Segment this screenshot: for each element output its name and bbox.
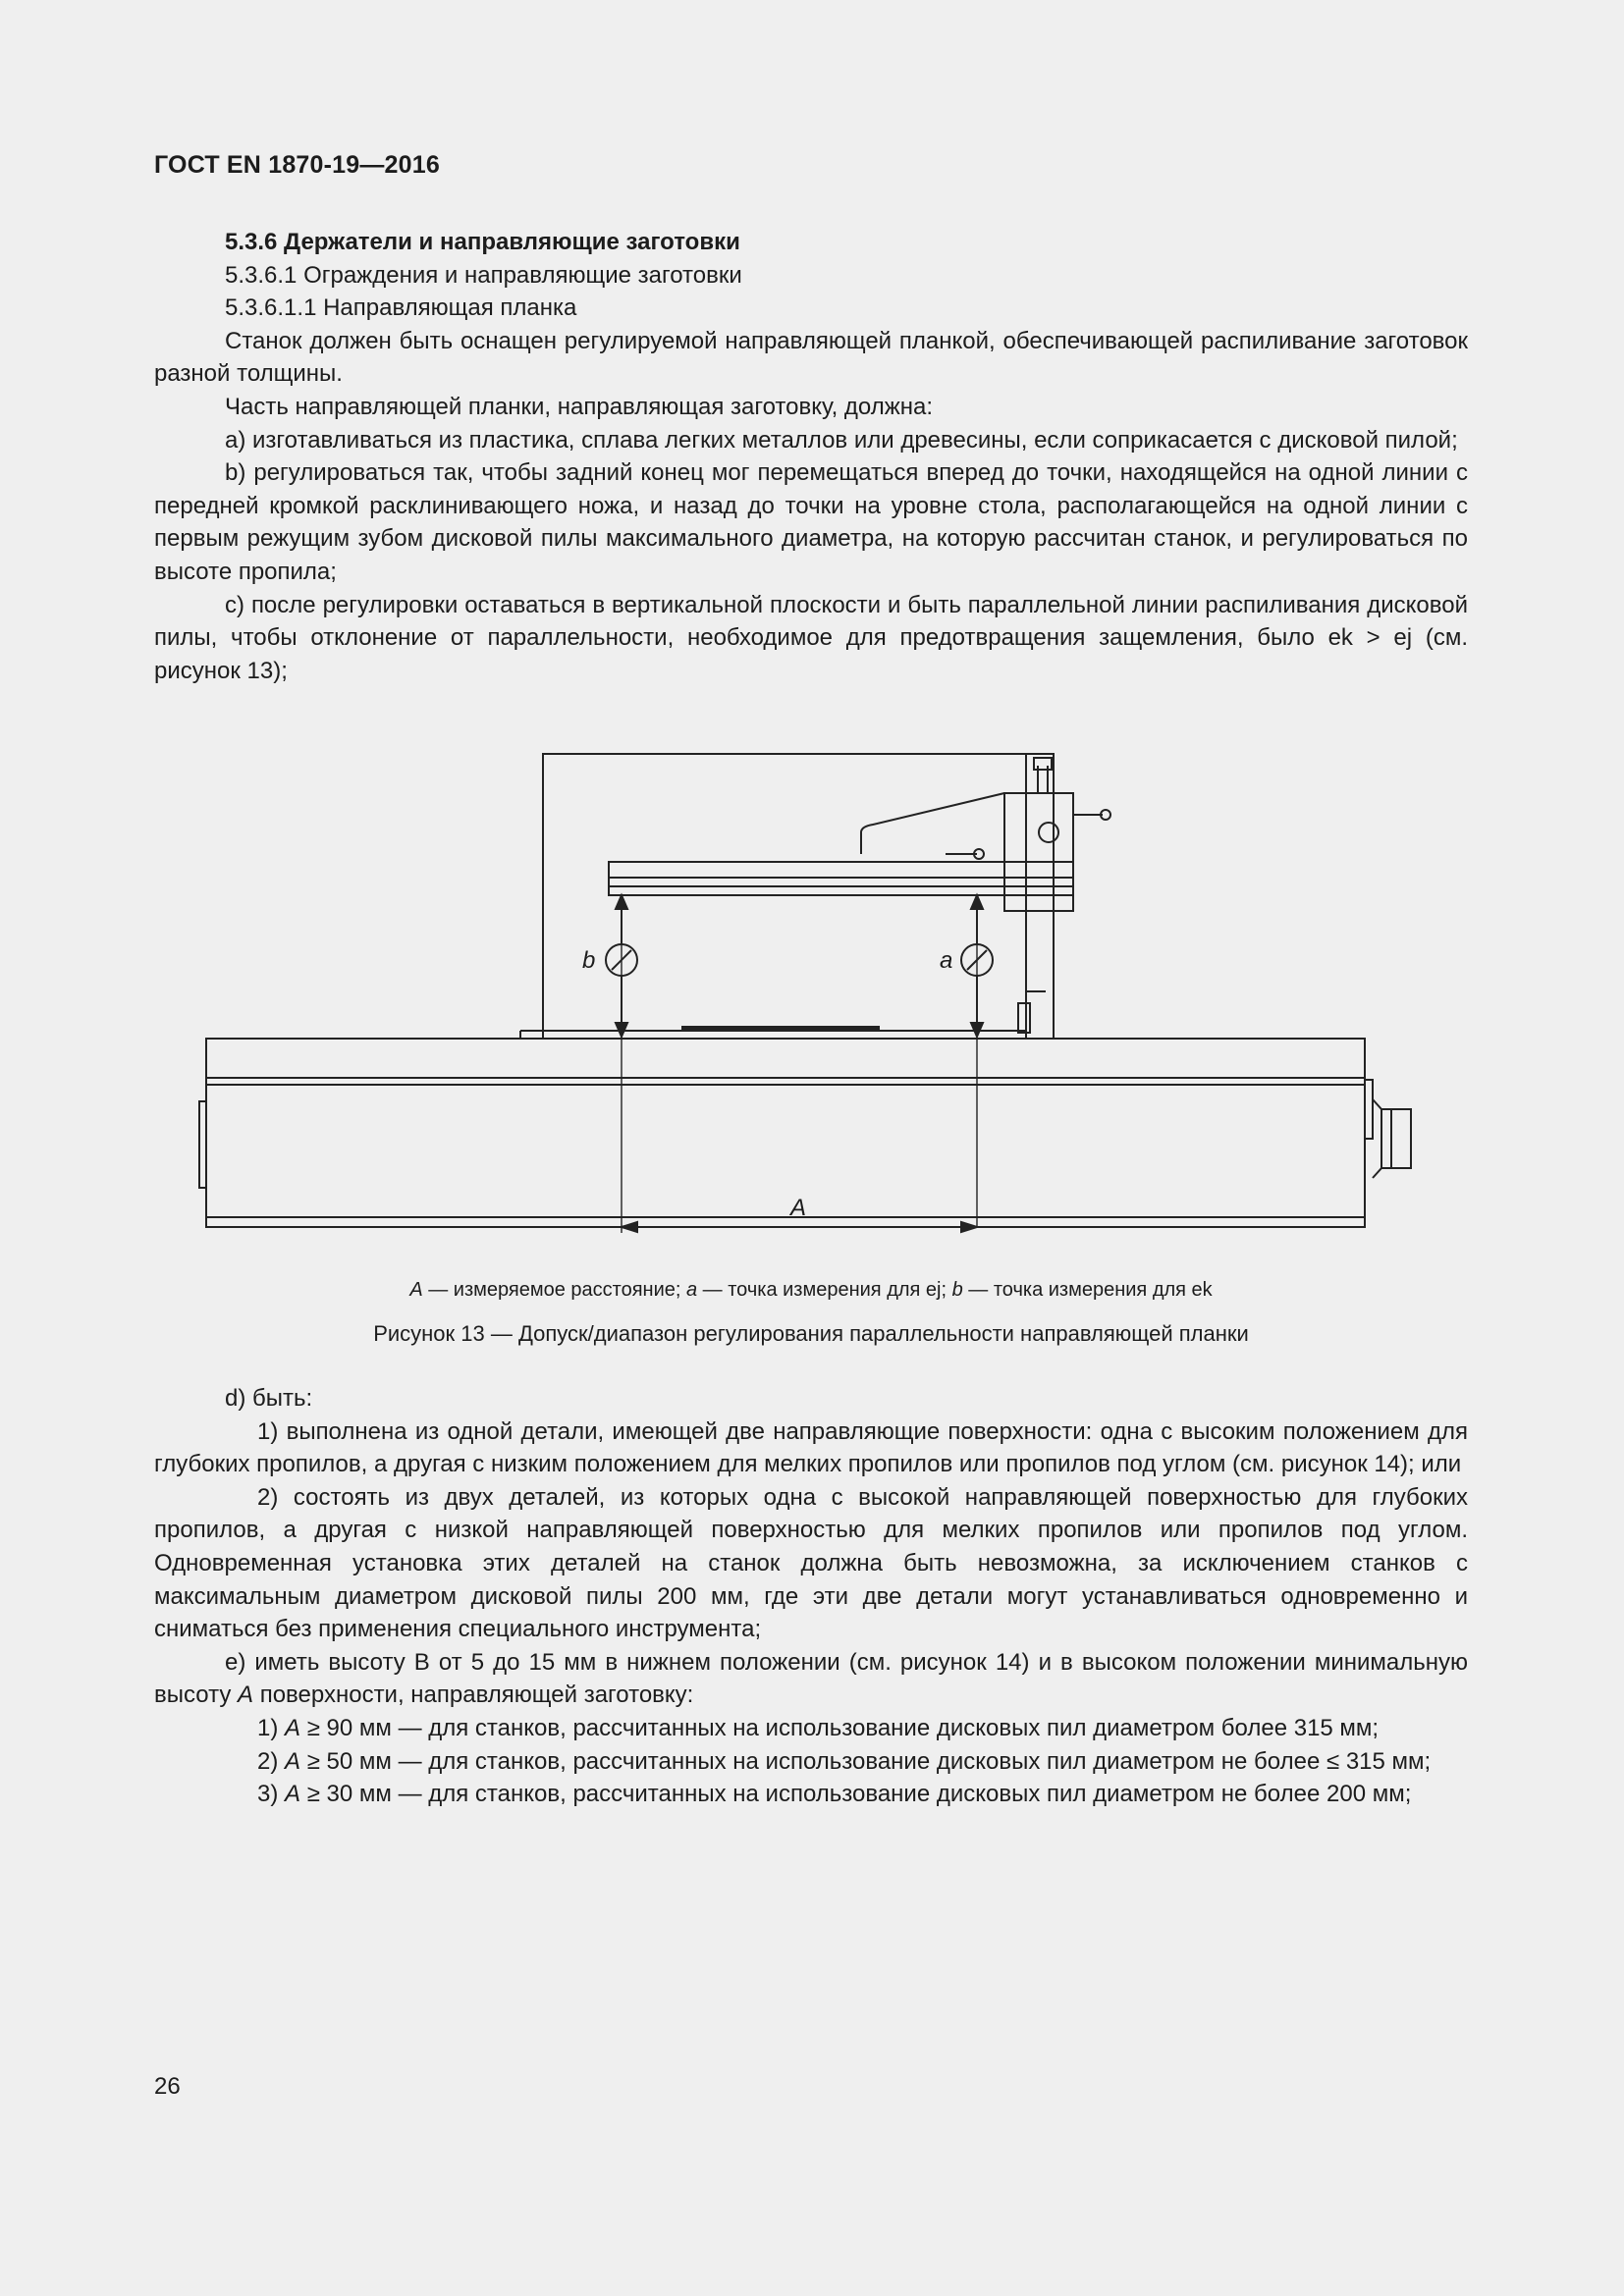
label-A: A	[790, 1195, 807, 1221]
figure-caption: Рисунок 13 — Допуск/диапазон регулирования параллельности направляющей планки	[373, 1321, 1249, 1346]
figure-13-drawing	[191, 746, 1458, 1247]
list-item-e1: 1) A ≥ 90 мм — для станков, рассчитанных на использование дисковых пил диаметром более 315 мм;	[257, 1714, 1380, 1741]
legend-text-b: — точка измерения для ek	[962, 1279, 1213, 1301]
section-heading: 5.3.6 Держатели и направляющие заготовки	[225, 229, 740, 255]
page-number: 26	[154, 2073, 181, 2100]
section-text	[154, 226, 1468, 687]
legend-text-a: — точка измерения для ej;	[697, 1279, 952, 1301]
list-item-e: e) иметь высоту B от 5 до 15 мм в нижнем положении (см. рисунок 14) и в высоком положении минимальную высоту A поверхности, направляющей заготовку:	[154, 1648, 1468, 1709]
legend-text-A: — измеряемое расстояние;	[422, 1279, 686, 1301]
legend-symbol-b: b	[951, 1279, 963, 1301]
list-item-d2: 2) состоять из двух деталей, из которых одна с высокой направляющей поверхностью для глубоких пропилов, а другая с низкой направляющей поверхностью для мелких пропилов или пропилов под углом. Одновременная установка этих деталей на станок должна быть невозможна, за исключением станков с максимальным диаметром дисковой пилы 200 мм, где эти две детали могут устанавливаться одновременно и сниматься без применения специального инструмента;	[154, 1483, 1468, 1643]
list-item-d1: 1) выполнена из одной детали, имеющей две направляющие поверхности: одна с высоким положением для глубоких пропилов, а другая с низким положением для мелких пропилов или пропилов под углом (см. рисунок 14); или	[154, 1417, 1468, 1478]
continuation-text	[154, 1382, 1468, 1811]
saw-table	[206, 1039, 1365, 1078]
figure-legend	[154, 1279, 1468, 1302]
list-item-d: d) быть:	[225, 1385, 313, 1412]
list-item-b: b) регулироваться так, чтобы задний конец мог перемещаться вперед до точки, находящейся на одной линии с передней кромкой расклинивающего ножа, и назад до точки на уровне стола, располагающейся на одной линии с первым режущим зубом дисковой пилы максимального диаметра, на которую рассчитан станок, и регулироваться по высоте пропила;	[154, 459, 1468, 585]
label-b: b	[582, 947, 596, 974]
list-item-e3: 3) A ≥ 30 мм — для станков, рассчитанных на использование дисковых пил диаметром не более 200 мм;	[257, 1781, 1412, 1808]
subsection-heading: 5.3.6.1 Ограждения и направляющие заготовки	[225, 261, 742, 289]
adjuster-block	[1004, 793, 1073, 911]
list-item-c: c) после регулировки оставаться в вертикальной плоскости и быть параллельной линии распиливания дисковой пилы, чтобы отклонение от параллельности, необходимое для предотвращения защемления, было ek > ej (см. рисунок 13);	[154, 591, 1468, 684]
paragraph: Часть направляющей планки, направляющая заготовку, должна:	[225, 393, 934, 420]
list-item-e2: 2) A ≥ 50 мм — для станков, рассчитанных на использование дисковых пил диаметром не более ≤ 315 мм;	[257, 1747, 1432, 1775]
document-code-header: ГОСТ EN 1870-19—2016	[154, 151, 440, 179]
legend-symbol-a: a	[685, 1279, 698, 1301]
adjuster-knob	[1039, 823, 1058, 842]
list-item-a: a) изготавливаться из пластика, сплава легких металлов или древесины, если соприкасается с дисковой пилой;	[225, 426, 1458, 454]
paragraph: Станок должен быть оснащен регулируемой направляющей планкой, обеспечивающей распиливание заготовок разной толщины.	[154, 327, 1468, 388]
label-a: a	[940, 947, 953, 974]
subsubsection-heading: 5.3.6.1.1 Направляющая планка	[225, 294, 577, 322]
legend-symbol-A: A	[409, 1279, 423, 1301]
